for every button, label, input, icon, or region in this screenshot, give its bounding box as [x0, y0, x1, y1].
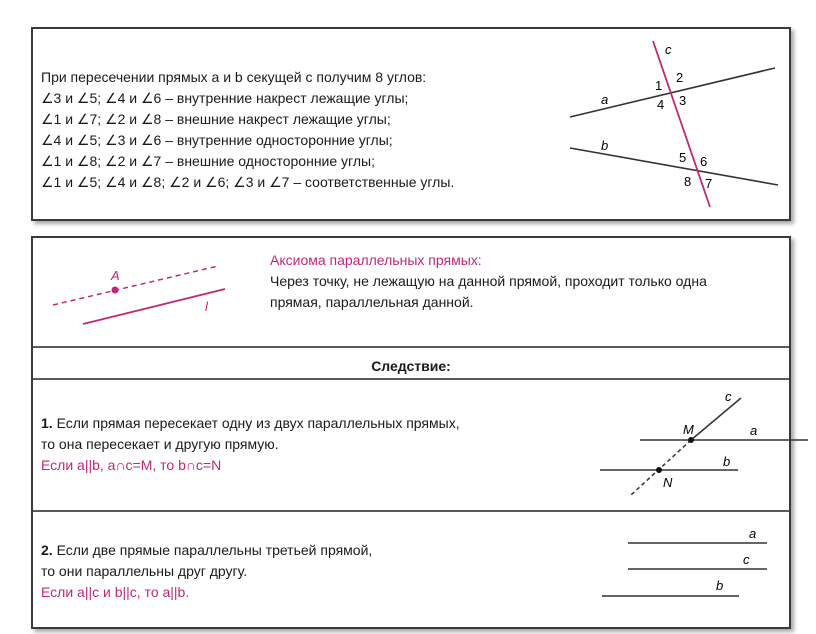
corollary-1-text-1: Если прямая пересекает одну из двух параллельных прямых, [56, 415, 460, 431]
label-c-c2: c [743, 552, 750, 567]
corollary-2-line-2: то они параллельны друг другу. [41, 563, 248, 579]
angles-panel [31, 27, 791, 221]
axiom-text-line-1: Через точку, не лежащую на данной прямой, проходит только одна [270, 273, 707, 289]
label-point-a: A [111, 268, 120, 283]
angle-6: 6 [700, 154, 708, 169]
line-b [570, 148, 778, 185]
corollary-2-number: 2. [41, 542, 53, 558]
corollary-2-text-1: Если две прямые параллельны третьей прямой, [56, 542, 373, 558]
corollary-header: Следствие: [371, 358, 451, 374]
axiom-title: Аксиома параллельных прямых: [270, 252, 482, 268]
theorem-line-3: ∠4 и ∠5; ∠3 и ∠6 – внутренние односторонние углы; [41, 132, 393, 148]
corollary-1-formula: Если a||b, a∩c=M, то b∩c=N [41, 457, 222, 473]
angle-2: 2 [676, 70, 684, 85]
label-a: a [601, 92, 609, 107]
theorem-line-4: ∠1 и ∠8; ∠2 и ∠7 – внешние односторонние углы; [41, 153, 375, 169]
angle-8: 8 [684, 174, 692, 189]
transversal-figure [33, 29, 793, 223]
label-m: M [683, 422, 694, 437]
theorem-line-2: ∠1 и ∠7; ∠2 и ∠8 – внешние накрест лежащие углы; [41, 111, 391, 127]
angle-1: 1 [655, 78, 663, 93]
label-n: N [663, 475, 673, 490]
label-a-c1: a [750, 423, 758, 438]
corollary-2-figure [33, 238, 793, 631]
label-line-l: l [205, 299, 208, 314]
label-b: b [601, 138, 609, 153]
axiom-text-line-2: прямая, параллельная данной. [270, 294, 474, 310]
line-c-transversal [653, 41, 713, 207]
label-c-c1: c [725, 389, 732, 404]
angle-7: 7 [705, 176, 713, 191]
axiom-panel [31, 236, 791, 629]
corollary-1-line-2: то она пересекает и другую прямую. [41, 436, 279, 452]
theorem-line-1: ∠3 и ∠5; ∠4 и ∠6 – внутренние накрест лежащие углы; [41, 90, 409, 106]
label-b-c2: b [716, 578, 724, 593]
label-c: c [665, 42, 672, 57]
angle-3: 3 [679, 93, 687, 108]
angle-4: 4 [657, 97, 665, 112]
corollary-2-formula: Если a||c и b||c, то a||b. [41, 584, 190, 600]
theorem-intro: При пересечении прямых a и b секущей c получим 8 углов: [41, 69, 427, 85]
label-a-c2: a [749, 526, 757, 541]
theorem-line-5: ∠1 и ∠5; ∠4 и ∠8; ∠2 и ∠6; ∠3 и ∠7 – соответственные углы. [41, 174, 455, 190]
corollary-1-number: 1. [41, 415, 53, 431]
angle-5: 5 [679, 150, 687, 165]
label-b-c1: b [723, 454, 731, 469]
